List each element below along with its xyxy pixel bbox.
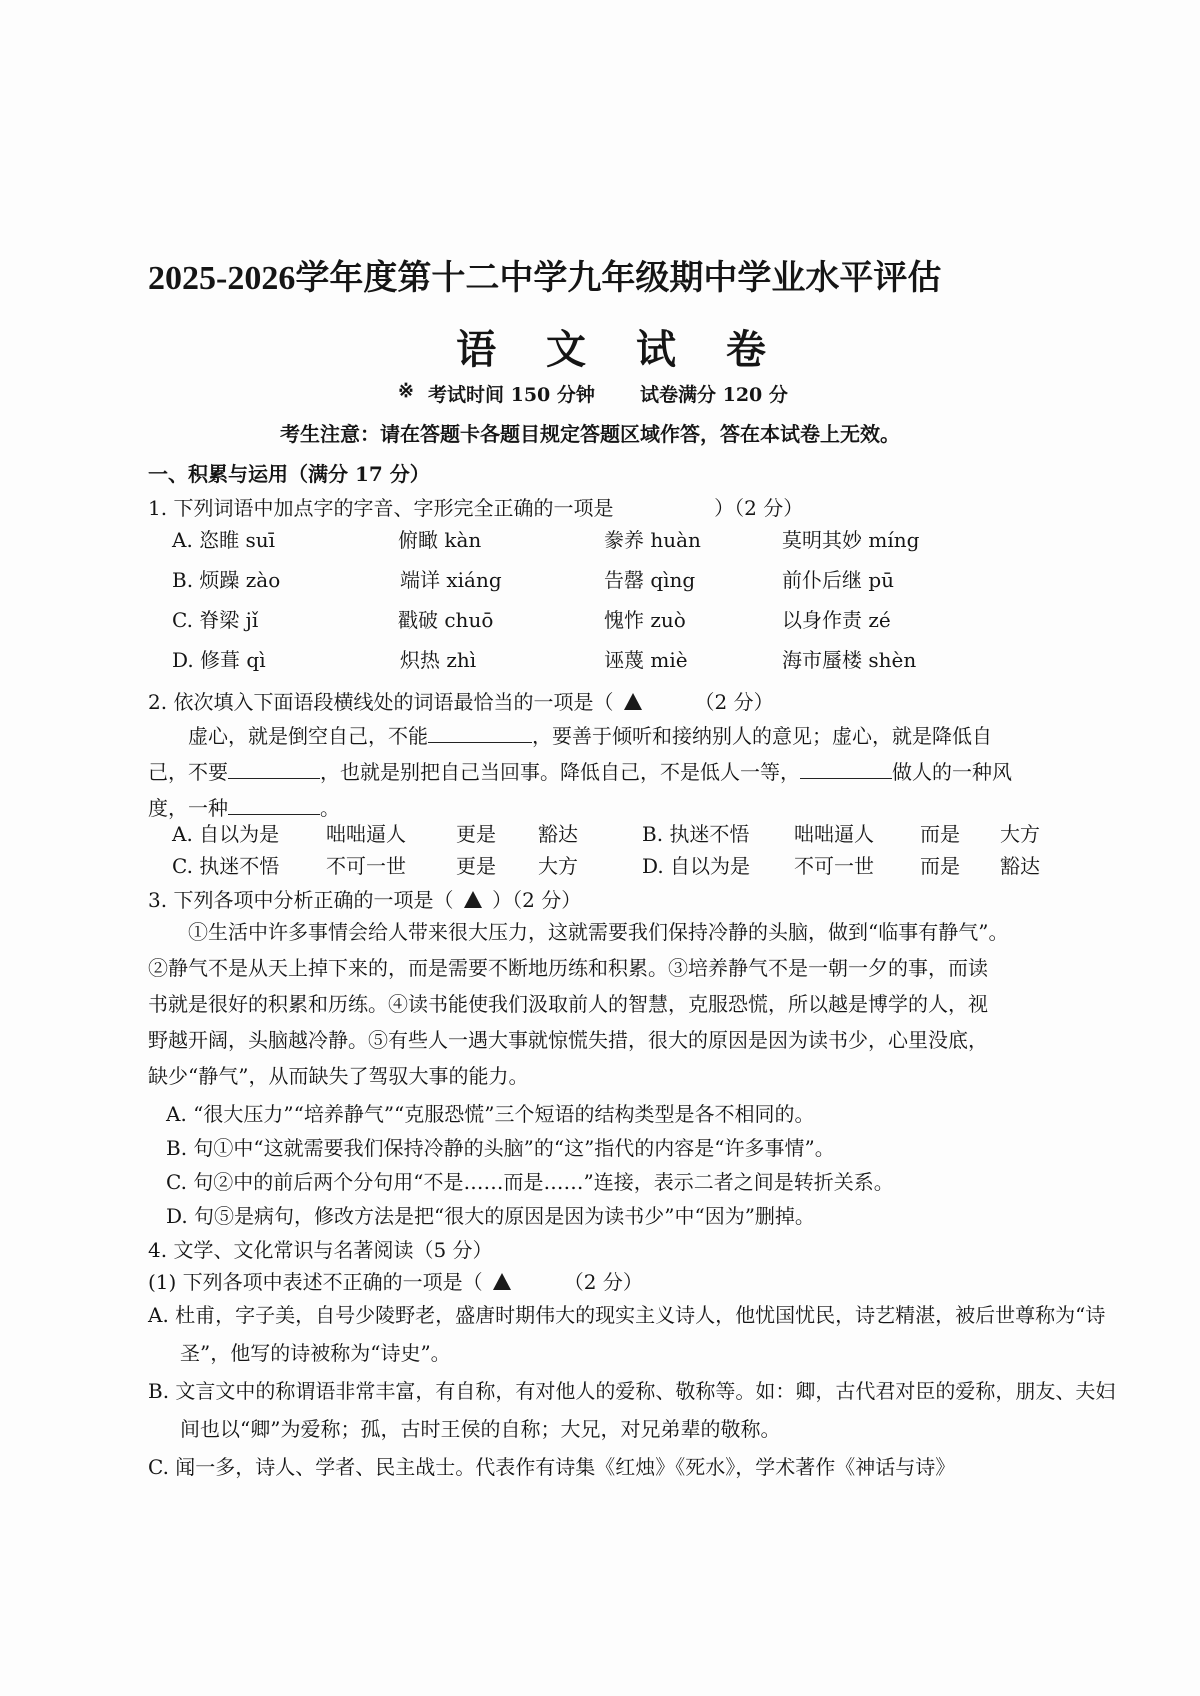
full-score: 试卷满分 120 分 [640,384,788,406]
q3-passage-line: 缺少“静气”，从而缺失了驾驭大事的能力。 [148,1064,529,1088]
q1-option-b4: 前仆后继 pū [782,568,895,592]
q1-option-a2: 俯瞰 kàn [398,528,482,552]
q3-passage [148,914,1128,1094]
answer-triangle-icon [624,693,642,710]
exam-title: 2025-2026学年度第十二中学九年级期中学业水平评估 [148,260,942,297]
q2-score: （2 分） [694,690,774,714]
q1-option-b3: 告罄 qìng [604,568,696,592]
q4-sub1-score: （2 分） [563,1270,643,1294]
q3-passage-line: ①生活中许多事情会给人带来很大压力，这就需要我们保持冷静的头脑，做到“临事有静气”。 [188,920,1009,944]
q2-stem [148,686,774,715]
q2-passage-line: 虚心，就是倒空自己，不能 ，要善于倾听和接纳别人的意见；虚心，就是降低自 [188,724,992,748]
q2-option-a2: 咄咄逼人 [326,822,406,846]
q2-passage-line: 度，一种 。 [148,796,340,820]
q3-passage-line: 野越开阔，头脑越冷静。⑤有些人一遇大事就惊慌失措，很大的原因是因为读书少，心里没底， [148,1028,988,1052]
q2-option-d3: 而是 [920,854,960,878]
q1-option-d4: 海市蜃楼 shèn [782,648,917,672]
q3-stem-text: 3. 下列各项中分析正确的一项是（ [148,888,454,912]
q2-option-c2: 不可一世 [326,854,406,878]
q1-option-a4: 莫明其妙 míng [782,528,920,552]
q4-option-a: A. 杜甫，字子美，自号少陵野老，盛唐时期伟大的现实主义诗人，他忧国忧民，诗艺精湛，被后世尊称为“诗圣”，他写的诗被称为“诗史”。 [148,1303,1106,1365]
q1-option-d2: 炽热 zhì [400,648,477,672]
q3-stem [148,884,581,913]
q2-option-b4: 大方 [1000,822,1040,846]
q1-option-b2: 端详 xiáng [400,568,502,592]
q3-option-c: C. 句②中的前后两个分句用“不是……而是……”连接，表示二者之间是转折关系。 [166,1170,894,1194]
q1-stem-text: 1. 下列词语中加点字的字音、字形完全正确的一项是 [148,496,614,520]
answer-blank [800,760,892,779]
q2-option-c1: C. 执迷不悟 [172,854,280,878]
q2-option-d1: D. 自以为是 [642,854,751,878]
q3-option-a: A. “很大压力”“培养静气”“克服恐慌”三个短语的结构类型是各不相同的。 [166,1102,815,1126]
q1-option-c3: 愧怍 zuò [604,608,686,632]
reference-mark: ※ [398,380,414,402]
q2-passage [148,718,1128,826]
answer-blank [228,796,320,815]
q1-option-d3: 诬蔑 miè [604,648,688,672]
q1-option-c1: C. 脊梁 jǐ [172,608,259,632]
q3-passage-line: 书就是很好的积累和历练。④读书能使我们汲取前人的智慧，克服恐慌，所以越是博学的人，视 [148,992,988,1016]
q2-option-a1: A. 自以为是 [172,822,280,846]
q4-option-c: C. 闻一多，诗人、学者、民主战士。代表作有诗集《红烛》《死水》，学术著作《神话与诗》 [148,1455,956,1479]
q4-heading: 4. 文学、文化常识与名著阅读（5 分） [148,1238,493,1262]
q2-option-b1: B. 执迷不悟 [642,822,750,846]
q3-option-b: B. 句①中“这就需要我们保持冷静的头脑”的“这”指代的内容是“许多事情”。 [166,1136,835,1160]
q3-passage-line: ②静气不是从天上掉下来的，而是需要不断地历练和积累。③培养静气不是一朝一夕的事，而读 [148,956,988,980]
q1-option-c2: 戳破 chuō [398,608,494,632]
q2-option-a4: 豁达 [538,822,578,846]
q1-stem [148,492,803,521]
q2-option-d4: 豁达 [1000,854,1040,878]
q2-option-b3: 而是 [920,822,960,846]
q2-option-a3: 更是 [456,822,496,846]
q1-option-b1: B. 烦躁 zào [172,568,281,592]
exam-time: 考试时间 150 分钟 [428,384,595,406]
q2-option-d2: 不可一世 [794,854,874,878]
answer-blank [428,724,532,743]
q2-option-b2: 咄咄逼人 [794,822,874,846]
candidate-notice: 考生注意：请在答题卡各题目规定答题区域作答，答在本试卷上无效。 [280,422,900,446]
section-heading: 一、积累与运用（满分 17 分） [148,462,430,486]
q4-sub1-stem [148,1266,643,1295]
answer-blank [228,760,320,779]
subject-title: 语 文 试 卷 [456,326,784,373]
q2-option-c3: 更是 [456,854,496,878]
q3-option-d: D. 句⑤是病句，修改方法是把“很大的原因是因为读书少”中“因为”删掉。 [166,1204,815,1228]
answer-triangle-icon [493,1273,511,1290]
q1-option-a3: 豢养 huàn [604,528,701,552]
q1-score: ）（2 分） [714,496,804,520]
q4-option-b: B. 文言文中的称谓语非常丰富，有自称，有对他人的爱称、敬称等。如：卿，古代君对臣的爱称，朋友、夫妇间也以“卿”为爱称；孤，古时王侯的自称；大兄，对兄弟辈的敬称。 [148,1379,1116,1441]
q4-sub1-text: (1) 下列各项中表述不正确的一项是（ [148,1270,483,1294]
q2-stem-text: 2. 依次填入下面语段横线处的词语最恰当的一项是（ [148,690,614,714]
q3-score: ）（2 分） [492,888,582,912]
answer-triangle-icon [464,891,482,908]
q1-option-d1: D. 修葺 qì [172,648,266,672]
q1-option-c4: 以身作责 zé [782,608,891,632]
q1-option-a1: A. 恣睢 suī [172,528,276,552]
q2-option-c4: 大方 [538,854,578,878]
q2-passage-line: 己，不要 ，也就是别把自己当回事。降低自己，不是低人一等， 做人的一种风 [148,760,1012,784]
